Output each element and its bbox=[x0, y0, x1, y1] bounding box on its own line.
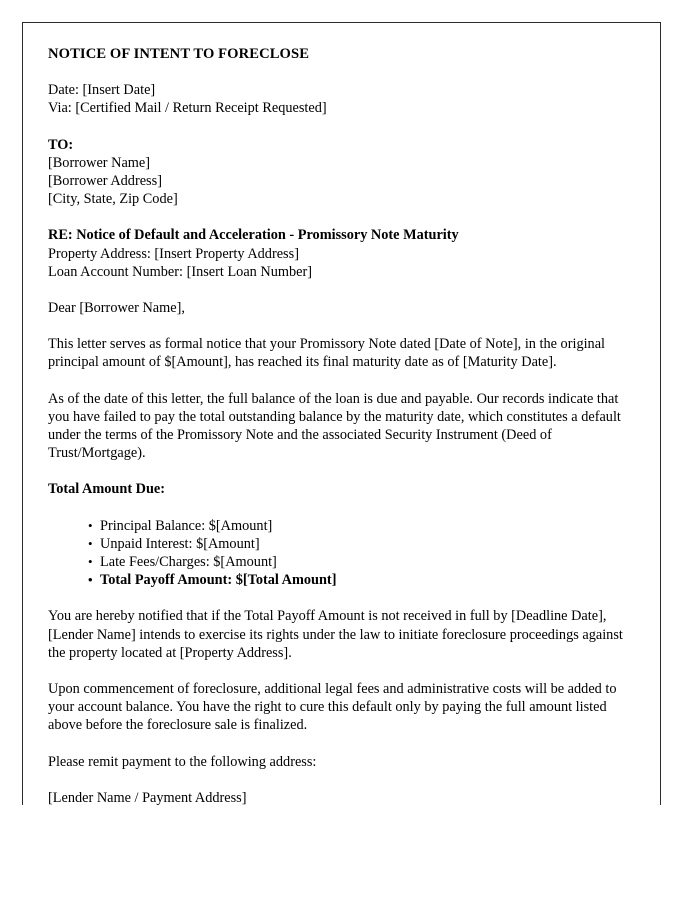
recipient-to-label: TO: bbox=[48, 136, 74, 153]
paragraph-foreclosure-warning: You are hereby notified that if the Total Payoff Amount is not received in full by [Deadline Date], [Lender Name] intends to exercise its rights under the law to initiate foreclosure proceedings against the property located at [Property Address]. bbox=[48, 608, 623, 661]
salutation: Dear [Borrower Name], bbox=[48, 300, 185, 317]
subject-block bbox=[48, 226, 638, 281]
payment-address: [Lender Name / Payment Address] bbox=[48, 789, 247, 806]
amounts-due-list bbox=[48, 517, 638, 590]
recipient-name: [Borrower Name] bbox=[48, 154, 151, 171]
recipient-address: [Borrower Address] bbox=[48, 173, 162, 190]
recipient-block bbox=[48, 136, 638, 209]
total-amount-due-heading: Total Amount Due: bbox=[48, 481, 166, 498]
document-body bbox=[23, 23, 660, 807]
paragraph-cure-rights: Upon commencement of foreclosure, additional legal fees and administrative costs will be added to your account balance. You have the right to cure this default only by paying the full amount listed above before the foreclosure sale is finalized. bbox=[48, 681, 617, 734]
list-item: • Total Payoff Amount: $[Total Amount] bbox=[88, 571, 638, 589]
document-page bbox=[22, 22, 661, 805]
delivery-method-line: Via: [Certified Mail / Return Receipt Requested] bbox=[48, 100, 327, 117]
list-item: • Late Fees/Charges: $[Amount] bbox=[88, 553, 638, 571]
date-line: Date: [Insert Date] bbox=[48, 82, 156, 99]
paragraph-default-declaration: As of the date of this letter, the full balance of the loan is due and payable. Our records indicate that you have failed to pay the total outstanding balance by the maturity date, which constitutes a default under the terms of the Promissory Note and the associated Security Instrument (Deed of Trust/Mortgage). bbox=[48, 390, 621, 462]
subject-property-address: Property Address: [Insert Property Address] bbox=[48, 245, 299, 262]
paragraph-remit-instruction: Please remit payment to the following address: bbox=[48, 753, 317, 770]
list-item: • Unpaid Interest: $[Amount] bbox=[88, 535, 638, 553]
recipient-city-state-zip: [City, State, Zip Code] bbox=[48, 191, 178, 208]
list-item: • Principal Balance: $[Amount] bbox=[88, 517, 638, 535]
subject-loan-account-number: Loan Account Number: [Insert Loan Number] bbox=[48, 263, 313, 280]
subject-re-line: RE: Notice of Default and Acceleration - Promissory Note Maturity bbox=[48, 227, 459, 244]
document-title: NOTICE OF INTENT TO FORECLOSE bbox=[48, 46, 310, 62]
letter-meta-block bbox=[48, 81, 638, 117]
paragraph-maturity-notice: This letter serves as formal notice that your Promissory Note dated [Date of Note], in the original principal amount of $[Amount], has reached its final maturity date as of [Maturity Date]. bbox=[48, 336, 606, 371]
